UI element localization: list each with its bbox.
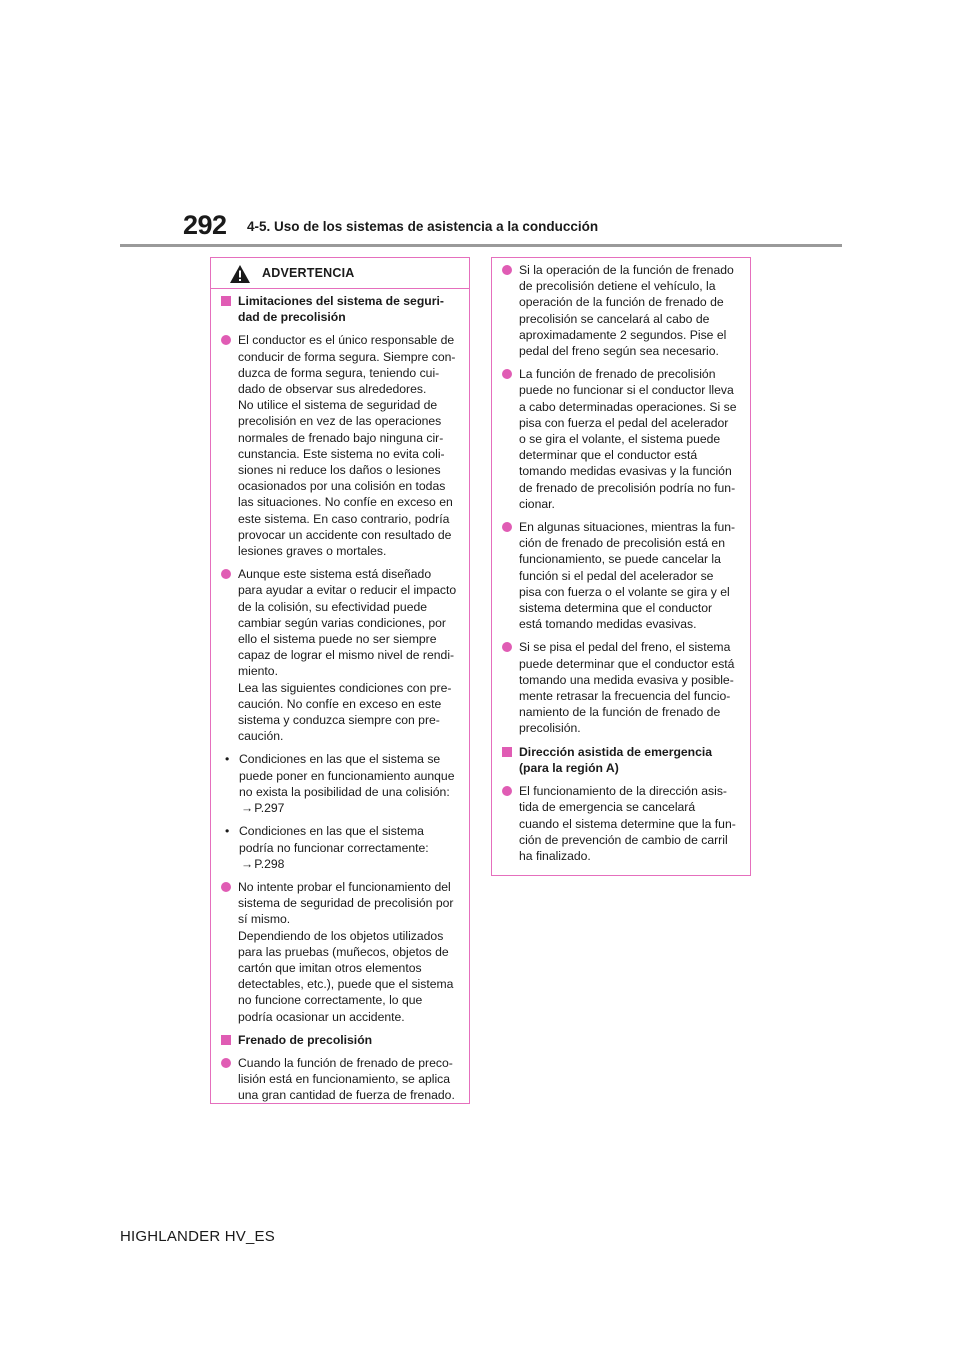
paragraph-text: En algunas situaciones, mientras la fun- ción de frenado de precolisión está en funcionamiento, se puede cancelar la función si el pedal del acelerador se pisa con fuerza o el volante se gira y el sistema determina que el conductor está tomando medidas evasivas. [519,520,736,632]
circle-bullet-icon [221,335,231,345]
dot-bullet-icon: • [225,752,230,767]
circle-bullet-icon [221,569,231,579]
bullet-item [221,1055,459,1104]
square-bullet-icon [221,1035,231,1045]
section-heading [221,293,459,325]
bullet-item [221,566,459,744]
paragraph-text: Si se pisa el pedal del freno, el sistema puede determinar que el conductor está tomando una medida evasiva y posible- mente retrasar la frecuencia del funcio- namiento de la función de frenado de precolisión. [519,640,735,736]
bullet-item [502,262,740,359]
bullet-item [502,783,740,864]
reference-text: P.297 [254,801,285,816]
paragraph-text: Dirección asistida de emergencia (para la región A) [519,744,713,775]
circle-bullet-icon [221,882,231,892]
circle-bullet-icon [502,265,512,275]
page-reference-link[interactable] [239,856,459,872]
warning-header [211,258,469,289]
section-heading [502,744,740,776]
warning-box-left [210,257,470,1104]
dot-bullet-icon: • [225,824,230,839]
reference-text: P.298 [254,856,285,871]
left-column-content [221,293,459,1104]
right-column-content [502,262,740,864]
bullet-item [502,519,740,632]
paragraph-text: No intente probar el funcionamiento del sistema de seguridad de precolisión por sí mismo. Dependiendo de los objetos utilizados para las pruebas (muñecos, objetos de cartón que imitan otros elementos detectables, etc.), puede que el sistema no funcione correctamente, lo que podría ocasionar un accidente. [238,879,454,1024]
paragraph-text: Si la operación de la función de frenado de precolisión detiene el vehículo, la operación de la función de frenado de precolisión se cancelará al cabo de aproximadamente 2 segundos. Pise el pedal del freno según sea necesario. [519,263,734,359]
circle-bullet-icon [502,642,512,652]
square-bullet-icon [502,747,512,757]
footer-model: HIGHLANDER HV_ES [120,1228,275,1245]
sub-item [221,751,459,816]
header-divider [120,244,842,247]
circle-bullet-icon [221,1058,231,1068]
paragraph-text: Limitaciones del sistema de seguri- dad de precolisión [238,294,444,325]
paragraph-text: El conductor es el único responsable de conducir de forma segura. Siempre con- duzca de forma segura, teniendo cui- dado de observar sus alrededores. No utilice el sistema de seguridad de precolisión en vez de las operaciones normales de frenado bajo ninguna cir- cunstancia. Este sistema no evita coli- siones ni reduce los daños o lesiones ocasionados por una colisión en todas las situaciones. No confíe en exceso en este sistema. En caso contrario, podría provocar un accidente con resultado de lesiones graves o mortales. [238,333,456,559]
circle-bullet-icon [502,369,512,379]
paragraph-text: Condiciones en las que el sistema podría no funcionar correctamente: [239,824,429,855]
square-bullet-icon [221,296,231,306]
section-heading [221,1032,459,1048]
sub-item [221,823,459,872]
bullet-item [502,366,740,512]
paragraph-text: Aunque este sistema está diseñado para ayudar a evitar o reducir el impacto de la colisión, su efectividad puede cambiar según varias condiciones, por ello el sistema puede no ser siempre capaz de lograr el mismo nivel de rendi- miento. Lea las siguientes condiciones con pre- caución. No confíe en exceso en este sistema y conduzca siempre con pre- caución. [238,567,457,744]
paragraph-text: El funcionamiento de la dirección asis- tida de emergencia se cancelará cuando el sistema determine que la fun- ción de prevención de cambio de carril ha finalizado. [519,784,736,863]
page-reference-link[interactable] [239,800,459,816]
warning-box-right [491,257,751,876]
page-number: 292 [183,210,227,240]
bullet-item [221,879,459,1025]
bullet-item [502,639,740,736]
paragraph-text: Cuando la función de frenado de preco- lisión está en funcionamiento, se aplica una gran cantidad de fuerza de frenado. [238,1055,455,1103]
paragraph-text: Frenado de precolisión [238,1032,373,1047]
section-title: 4-5. Uso de los sistemas de asistencia a la conducción [247,219,599,234]
paragraph-text: Condiciones en las que el sistema se puede poner en funcionamiento aunque no exista la posibilidad de una colisión: [239,752,455,799]
arrow-right-icon: → [241,801,254,816]
bullet-item [221,332,459,559]
circle-bullet-icon [502,786,512,796]
warning-title: ADVERTENCIA [262,266,355,280]
paragraph-text: La función de frenado de precolisión puede no funcionar si el conductor lleva a cabo determinadas operaciones. Si se pisa con fuerza el pedal del acelerador o se gira el volante, el sistema puede determinar que el conductor está tomando medidas evasivas y la función de frenado de precolisión podría no fun- cionar. [519,367,737,511]
arrow-right-icon: → [241,856,254,871]
warning-triangle-icon [229,264,251,284]
circle-bullet-icon [502,522,512,532]
